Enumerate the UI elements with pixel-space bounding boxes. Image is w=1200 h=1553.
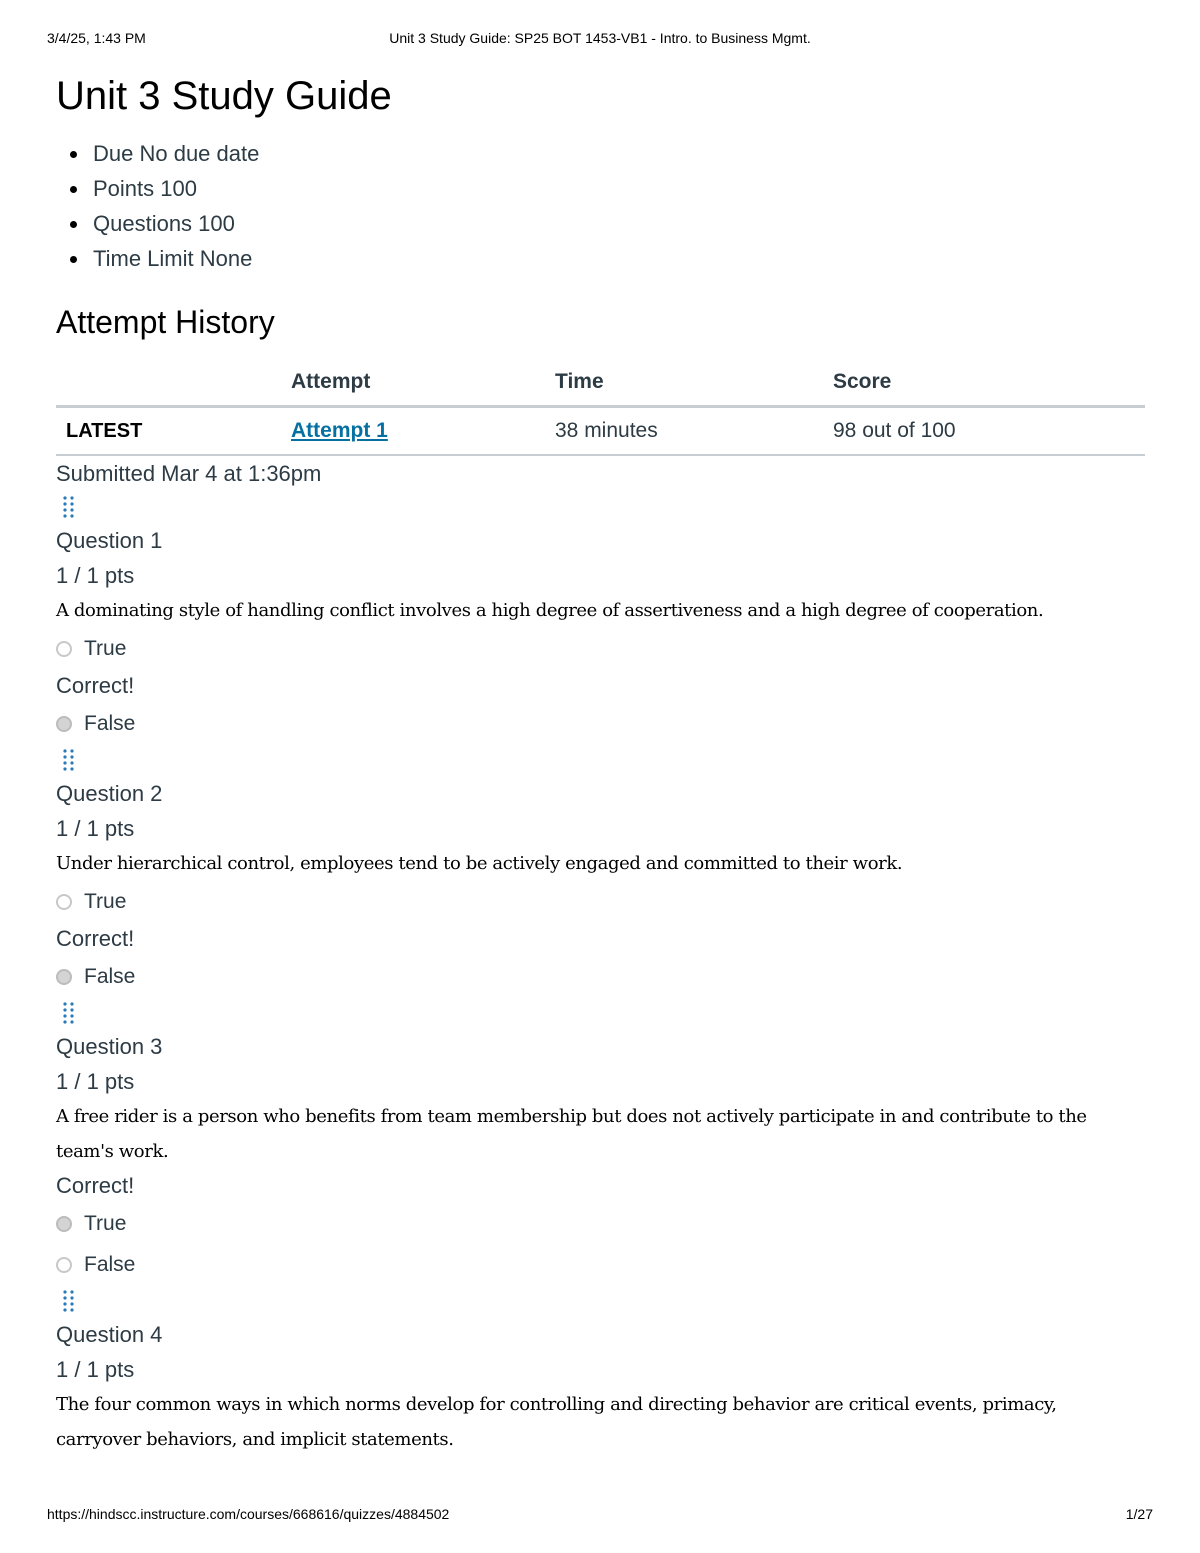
table-header-row	[56, 359, 1145, 407]
quiz-details	[56, 136, 1146, 276]
print-page-number: 1/27	[1125, 1506, 1153, 1522]
question-title: Question 2	[56, 781, 163, 806]
question-3	[56, 997, 1146, 1285]
submitted-timestamp: Submitted Mar 4 at 1:36pm	[56, 461, 322, 486]
drag-handle-icon[interactable]	[56, 744, 86, 776]
answer-false[interactable]	[56, 1244, 1146, 1285]
question-text: A free rider is a person who benefits from team membership but does not actively participate in and contribute to the team's work.	[56, 1106, 1087, 1162]
detail-points: Points 100	[56, 171, 1146, 206]
question-text: The four common ways in which norms develop for controlling and directing behavior are critical events, primacy, carryover behaviors, and implicit statements.	[56, 1394, 1057, 1450]
question-text: A dominating style of handling conflict involves a high degree of assertiveness and a high degree of cooperation.	[56, 600, 1044, 621]
question-text: Under hierarchical control, employees tend to be actively engaged and committed to their work.	[56, 853, 903, 874]
question-2	[56, 744, 1146, 997]
detail-due: Due No due date	[56, 136, 1146, 171]
question-points: 1 / 1 pts	[56, 563, 135, 588]
quiz-content	[56, 70, 1146, 1457]
header-score: Score	[833, 359, 1145, 407]
page-title: Unit 3 Study Guide	[56, 74, 392, 118]
question-points: 1 / 1 pts	[56, 1357, 135, 1382]
correct-label: Correct!	[56, 673, 135, 698]
radio-unselected-icon[interactable]	[56, 641, 72, 657]
header-time: Time	[555, 359, 833, 407]
radio-selected-icon[interactable]	[56, 969, 72, 985]
attempt-cell	[291, 407, 555, 456]
drag-handle-icon[interactable]	[56, 491, 86, 523]
drag-handle-icon[interactable]	[56, 1285, 86, 1317]
print-footer	[47, 1506, 1153, 1526]
question-1	[56, 491, 1146, 744]
latest-label: LATEST	[56, 407, 291, 456]
header-blank	[56, 359, 291, 407]
answer-label: False	[84, 711, 136, 735]
print-url: https://hindscc.instructure.com/courses/668616/quizzes/4884502	[47, 1506, 450, 1522]
attempt-history-title: Attempt History	[56, 304, 275, 340]
attempt-history-table	[56, 359, 1145, 456]
attempt-1-link[interactable]: Attempt 1	[291, 419, 388, 442]
correct-label: Correct!	[56, 926, 135, 951]
answer-false[interactable]	[56, 703, 1146, 744]
answer-label: True	[84, 889, 127, 913]
question-points: 1 / 1 pts	[56, 1069, 135, 1094]
radio-unselected-icon[interactable]	[56, 1257, 72, 1273]
answer-true[interactable]	[56, 881, 1146, 922]
question-title: Question 1	[56, 528, 163, 553]
table-row	[56, 407, 1145, 456]
answer-true[interactable]	[56, 628, 1146, 669]
question-title: Question 4	[56, 1322, 163, 1347]
radio-selected-icon[interactable]	[56, 1216, 72, 1232]
question-4	[56, 1285, 1146, 1457]
print-doc-title: Unit 3 Study Guide: SP25 BOT 1453-VB1 - Intro. to Business Mgmt.	[389, 30, 811, 46]
question-points: 1 / 1 pts	[56, 816, 135, 841]
radio-selected-icon[interactable]	[56, 716, 72, 732]
answer-label: False	[84, 964, 136, 988]
detail-questions: Questions 100	[56, 206, 1146, 241]
drag-handle-icon[interactable]	[56, 997, 86, 1029]
correct-label: Correct!	[56, 1173, 135, 1198]
answer-label: True	[84, 1211, 127, 1235]
header-attempt: Attempt	[291, 359, 555, 407]
answer-false[interactable]	[56, 956, 1146, 997]
answer-label: False	[84, 1252, 136, 1276]
time-cell: 38 minutes	[555, 407, 833, 456]
score-cell: 98 out of 100	[833, 407, 1145, 456]
answer-true[interactable]	[56, 1203, 1146, 1244]
print-header	[47, 30, 1153, 50]
question-title: Question 3	[56, 1034, 163, 1059]
radio-unselected-icon[interactable]	[56, 894, 72, 910]
detail-time-limit: Time Limit None	[56, 241, 1146, 276]
print-date: 3/4/25, 1:43 PM	[47, 30, 146, 46]
answer-label: True	[84, 636, 127, 660]
